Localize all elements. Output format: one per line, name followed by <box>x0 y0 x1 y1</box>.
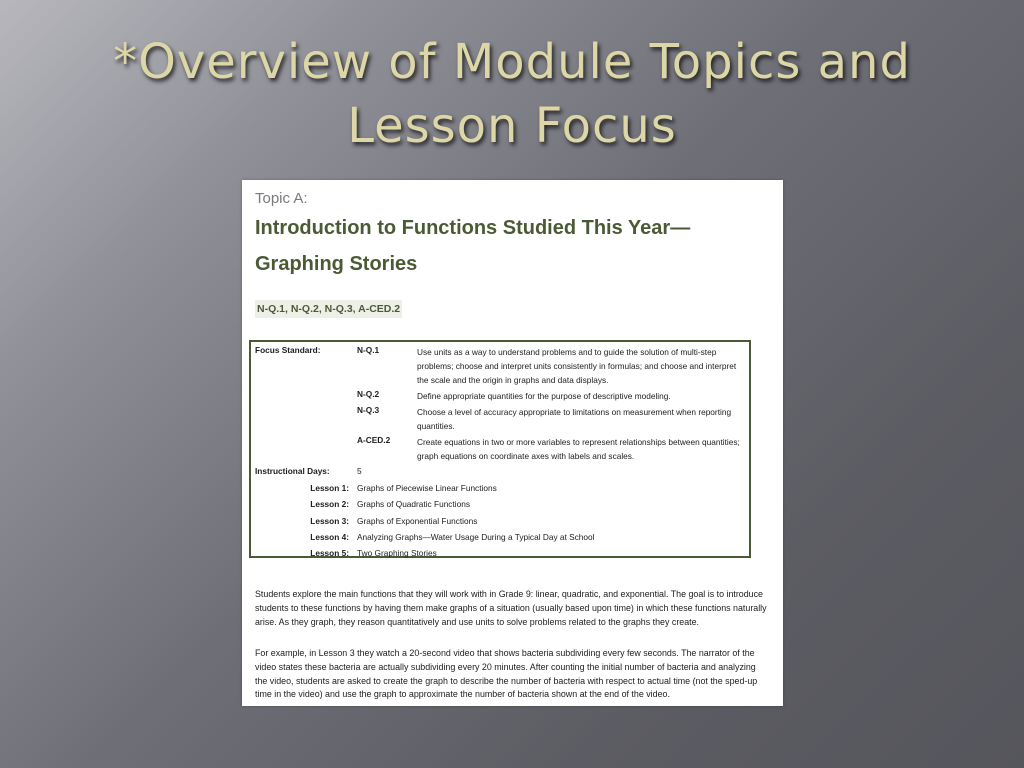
example-paragraph: For example, in Lesson 3 they watch a 20-second video that shows bacteria subdividing every few seconds. The narrator of the video states these bacteria are actually subdividing every 20 minutes. After counting the initial number of bacteria and analyzing the video, students are asked to create the graph to describe the number of bacteria with respect to actual time (not the sped-up time in the video) and use the graph to approximate the number of bacteria shown at the end of the video. <box>255 648 758 700</box>
standard-code: N-Q.3 <box>357 405 380 415</box>
instructional-days-value: 5 <box>357 466 362 476</box>
standard-code: A-CED.2 <box>357 435 391 445</box>
lesson-title: Two Graphing Stories <box>357 548 437 558</box>
standard-description: Create equations in two or more variables to represent relationships between quantities; graph equations on coordinate axes with labels and scales. <box>417 437 740 461</box>
lesson-label: Lesson 3: <box>310 516 349 526</box>
standard-description: Use units as a way to understand problems and to guide the solution of multi-step problems; choose and interpret units consistently in formulas; and choose and interpret the scale and the origin in graphs and data displays. <box>417 347 737 385</box>
lesson-label: Lesson 5: <box>310 548 349 558</box>
focus-standards-table <box>249 340 751 558</box>
standard-description: Choose a level of accuracy appropriate to limitations on measurement when reporting quantities. <box>417 407 732 431</box>
focus-standard-label: Focus Standard: <box>255 345 321 355</box>
instructional-days-label: Instructional Days: <box>255 466 330 476</box>
lesson-title: Analyzing Graphs—Water Usage During a Typical Day at School <box>357 532 595 542</box>
standards-list: N-Q.1, N-Q.2, N-Q.3, A-CED.2 <box>255 300 402 318</box>
lesson-label: Lesson 2: <box>310 499 349 509</box>
standard-description: Define appropriate quantities for the purpose of descriptive modeling. <box>417 391 671 401</box>
slide-title: *Overview of Module Topics and Lesson Focus <box>113 34 911 154</box>
lesson-label: Lesson 1: <box>310 483 349 493</box>
lesson-title: Graphs of Quadratic Functions <box>357 499 470 509</box>
lesson-label: Lesson 4: <box>310 532 349 542</box>
lesson-title: Graphs of Piecewise Linear Functions <box>357 483 497 493</box>
topic-title: Introduction to Functions Studied This Year—Graphing Stories <box>255 217 691 275</box>
standard-code: N-Q.2 <box>357 389 380 399</box>
lesson-title: Graphs of Exponential Functions <box>357 516 478 526</box>
standard-code: N-Q.1 <box>357 345 380 355</box>
topic-label: Topic A: <box>255 190 308 207</box>
document-image <box>242 180 783 706</box>
description-paragraph: Students explore the main functions that they will work with in Grade 9: linear, quadratic, and exponential. The goal is to introduce students to these functions by having them make graphs of a situation (usually based upon time) in which these functions naturally arise. As they graph, they reason quantitatively and use units to solve problems related to the graphs they create. <box>255 589 767 627</box>
